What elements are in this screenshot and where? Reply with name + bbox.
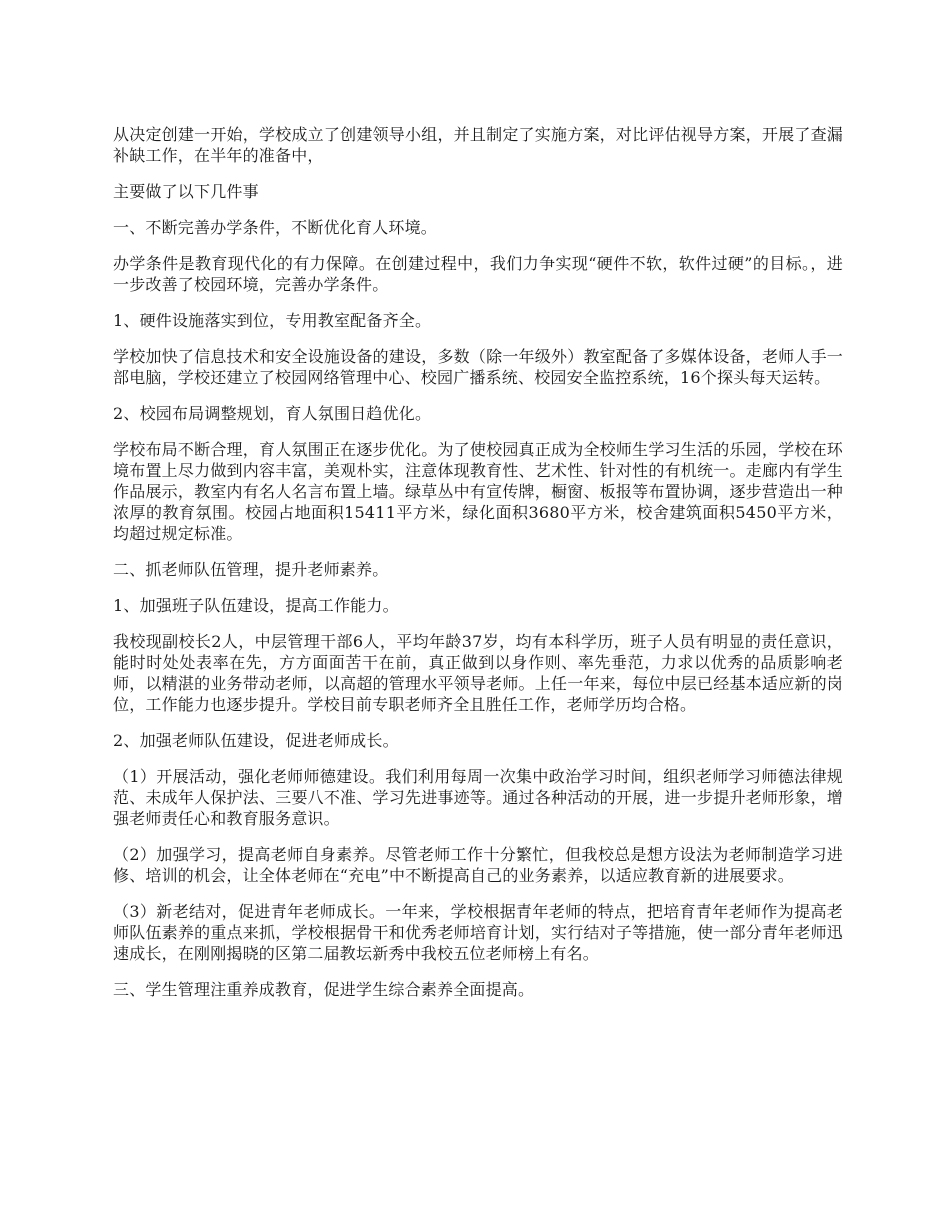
paragraph-intro: 从决定创建一开始，学校成立了创建领导小组，并且制定了实施方案，对比评估视导方案，开展了查漏补缺工作，在半年的准备中， (113, 125, 843, 165)
document-body (113, 124, 843, 1015)
subheading-1-2: 2、校园布局调整规划，育人氛围日趋优化。 (113, 404, 432, 423)
subheading-1-1: 1、硬件设施落实到位，专用教室配备齐全。 (113, 311, 432, 330)
paragraph-conditions: 办学条件是教育现代化的有力保障。在创建过程中，我们力争实现“硬件不软，软件过硬”的目标。，进一步改善了校园环境，完善办学条件。 (113, 254, 843, 294)
paragraph-leadership: 我校现副校长2人，中层管理干部6人，平均年龄37岁，均有本科学历，班子人员有明显的责任意识，能时时处处表率在先，方方面面苦干在前，真正做到以身作则、率先垂范，力求以优秀的品质影响老师，以精湛的业务带动老师，以高超的管理水平领导老师。上任一年来，每位中层已经基本适应新的岗位，工作能力也逐步提升。学校目前专职老师齐全且胜任工作，老师学历均合格。 (113, 632, 843, 714)
section-heading-2: 二、抓老师队伍管理，提升老师素养。 (113, 560, 389, 579)
paragraph-facilities: 学校加快了信息技术和安全设施设备的建设，多数（除一年级外）教室配备了多媒体设备，老师人手一部电脑，学校还建立了校园网络管理中心、校园广播系统、校园安全监控系统，16个探头每天运转。 (113, 347, 843, 387)
subheading-2-1: 1、加强班子队伍建设，提高工作能力。 (113, 596, 399, 615)
subheading-2-2: 2、加强老师队伍建设，促进老师成长。 (113, 731, 399, 750)
paragraph-summary-lead: 主要做了以下几件事 (113, 182, 259, 201)
paragraph-ethics: （1）开展活动，强化老师师德建设。我们利用每周一次集中政治学习时间，组织老师学习师德法律规范、未成年人保护法、三要八不准、学习先进事迹等。通过各种活动的开展，进一步提升老师形象，增强老师责任心和教育服务意识。 (113, 767, 843, 828)
paragraph-learning: （2）加强学习，提高老师自身素养。尽管老师工作十分繁忙，但我校总是想方设法为老师制造学习进修、培训的机会，让全体老师在“充电”中不断提高自己的业务素养，以适应教育新的进展要求。 (113, 845, 843, 885)
section-heading-3: 三、学生管理注重养成教育，促进学生综合素养全面提高。 (113, 980, 535, 999)
paragraph-mentoring: （3）新老结对，促进青年老师成长。一年来，学校根据青年老师的特点，把培育青年老师作为提高老师队伍素养的重点来抓，学校根据骨干和优秀老师培育计划，实行结对子等措施，使一部分青年老师迅速成长，在刚刚揭晓的区第二届教坛新秀中我校五位老师榜上有名。 (113, 902, 843, 963)
paragraph-campus-layout: 学校布局不断合理，育人氛围正在逐步优化。为了使校园真正成为全校师生学习生活的乐园，学校在环境布置上尽力做到内容丰富，美观朴实，注意体现教育性、艺术性、针对性的有机统一。走廊内有学生作品展示，教室内有名人名言布置上墙。绿草丛中有宣传牌，橱窗、板报等布置协调，逐步营造出一种浓厚的教育氛围。校园占地面积15411平方米，绿化面积3680平方米，校舍建筑面积5450平方米，均超过规定标准。 (113, 440, 843, 543)
section-heading-1: 一、不断完善办学条件，不断优化育人环境。 (113, 218, 438, 237)
